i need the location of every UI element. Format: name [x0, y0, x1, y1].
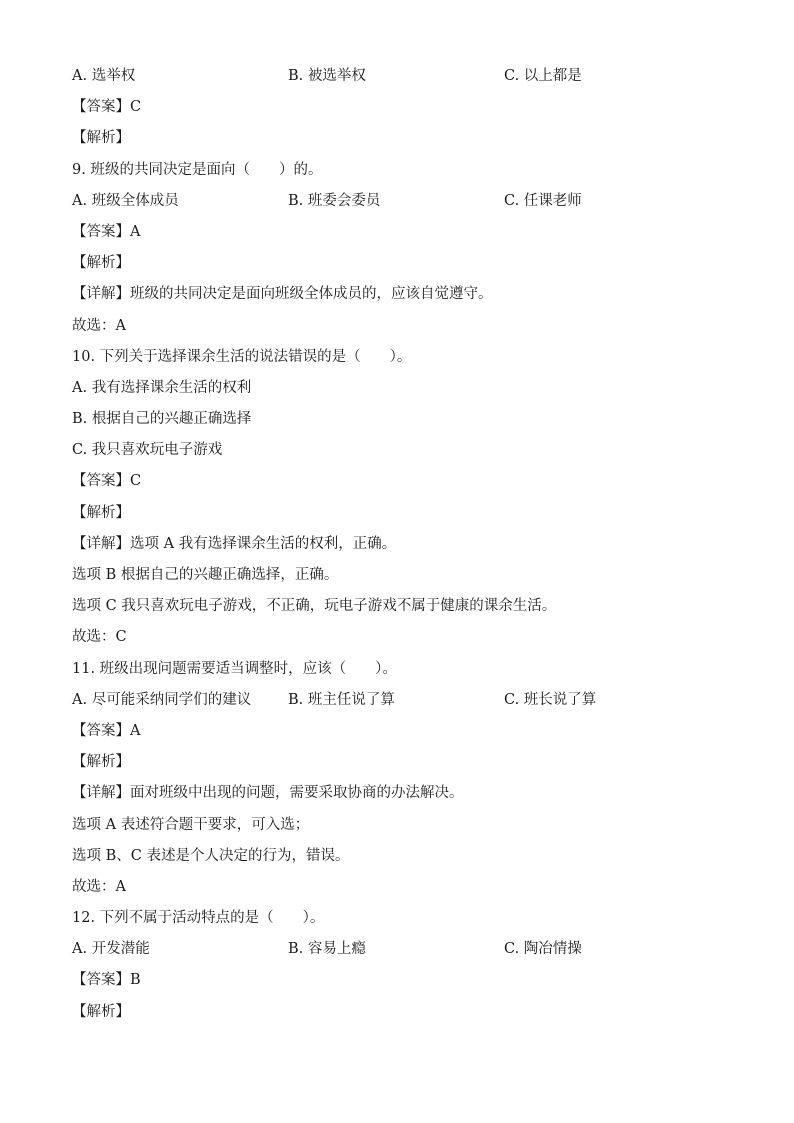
q11-choice: 故选：A	[72, 878, 126, 895]
q11-option-b: B. 班主任说了算	[288, 691, 395, 708]
document-page	[72, 62, 732, 1029]
q9-answer: 【答案】A	[72, 223, 141, 240]
q10-choice: 故选：C	[72, 629, 127, 646]
q11-options	[72, 686, 732, 717]
q12-answer: 【答案】B	[72, 972, 141, 989]
q12-analysis: 【解析】	[72, 1003, 130, 1020]
q10-option-b: B. 根据自己的兴趣正确选择	[72, 411, 252, 428]
q11-option-c: C. 班长说了算	[504, 691, 597, 708]
q9-stem: 9. 班级的共同决定是面向（ ）的。	[72, 161, 323, 178]
q10-option-c: C. 我只喜欢玩电子游戏	[72, 442, 223, 459]
q8-option-a: A. 选举权	[72, 68, 136, 84]
q12-options	[72, 935, 732, 966]
q9-options	[72, 187, 732, 218]
q11-analysis: 【解析】	[72, 754, 130, 771]
q9-choice: 故选：A	[72, 317, 126, 334]
q12-option-a: A. 开发潜能	[72, 941, 150, 958]
q8-option-b: B. 被选举权	[288, 68, 366, 84]
q10-answer: 【答案】C	[72, 473, 142, 490]
q12-stem: 12. 下列不属于活动特点的是（ ）。	[72, 910, 325, 927]
q9-option-b: B. 班委会委员	[288, 192, 381, 209]
q10-analysis: 【解析】	[72, 504, 130, 521]
q11-stem: 11. 班级出现问题需要适当调整时，应该（ ）。	[72, 660, 397, 677]
q9-option-a: A. 班级全体成员	[72, 192, 179, 209]
q11-answer: 【答案】A	[72, 722, 141, 739]
q9-option-c: C. 任课老师	[504, 192, 582, 209]
q12-option-b: B. 容易上瘾	[288, 941, 366, 958]
q8-analysis: 【解析】	[72, 130, 130, 147]
q11-detail: 【详解】面对班级中出现的问题，需要采取协商的办法解决。	[72, 785, 464, 802]
q10-stem: 10. 下列关于选择课余生活的说法错误的是（ ）。	[72, 348, 412, 365]
q8-option-c: C. 以上都是	[504, 68, 582, 84]
q10-option-a: A. 我有选择课余生活的权利	[72, 379, 252, 396]
q8-answer: 【答案】C	[72, 99, 142, 116]
q10-detail-2: 选项 B 根据自己的兴趣正确选择，正确。	[72, 567, 339, 583]
q11-detail-3: 选项 B、C 表述是个人决定的行为，错误。	[72, 847, 350, 864]
q8-options	[72, 62, 732, 93]
q10-detail: 【详解】选项 A 我有选择课余生活的权利，正确。	[72, 535, 397, 552]
q10-detail-3: 选项 C 我只喜欢玩电子游戏，不正确，玩电子游戏不属于健康的课余生活。	[72, 598, 557, 615]
q11-option-a: A. 尽可能采纳同学们的建议	[72, 691, 252, 708]
q12-option-c: C. 陶冶情操	[504, 941, 582, 958]
q11-detail-2: 选项 A 表述符合题干要求，可入选；	[72, 816, 310, 833]
q9-detail: 【详解】班级的共同决定是面向班级全体成员的，应该自觉遵守。	[72, 286, 493, 303]
q9-analysis: 【解析】	[72, 255, 130, 272]
